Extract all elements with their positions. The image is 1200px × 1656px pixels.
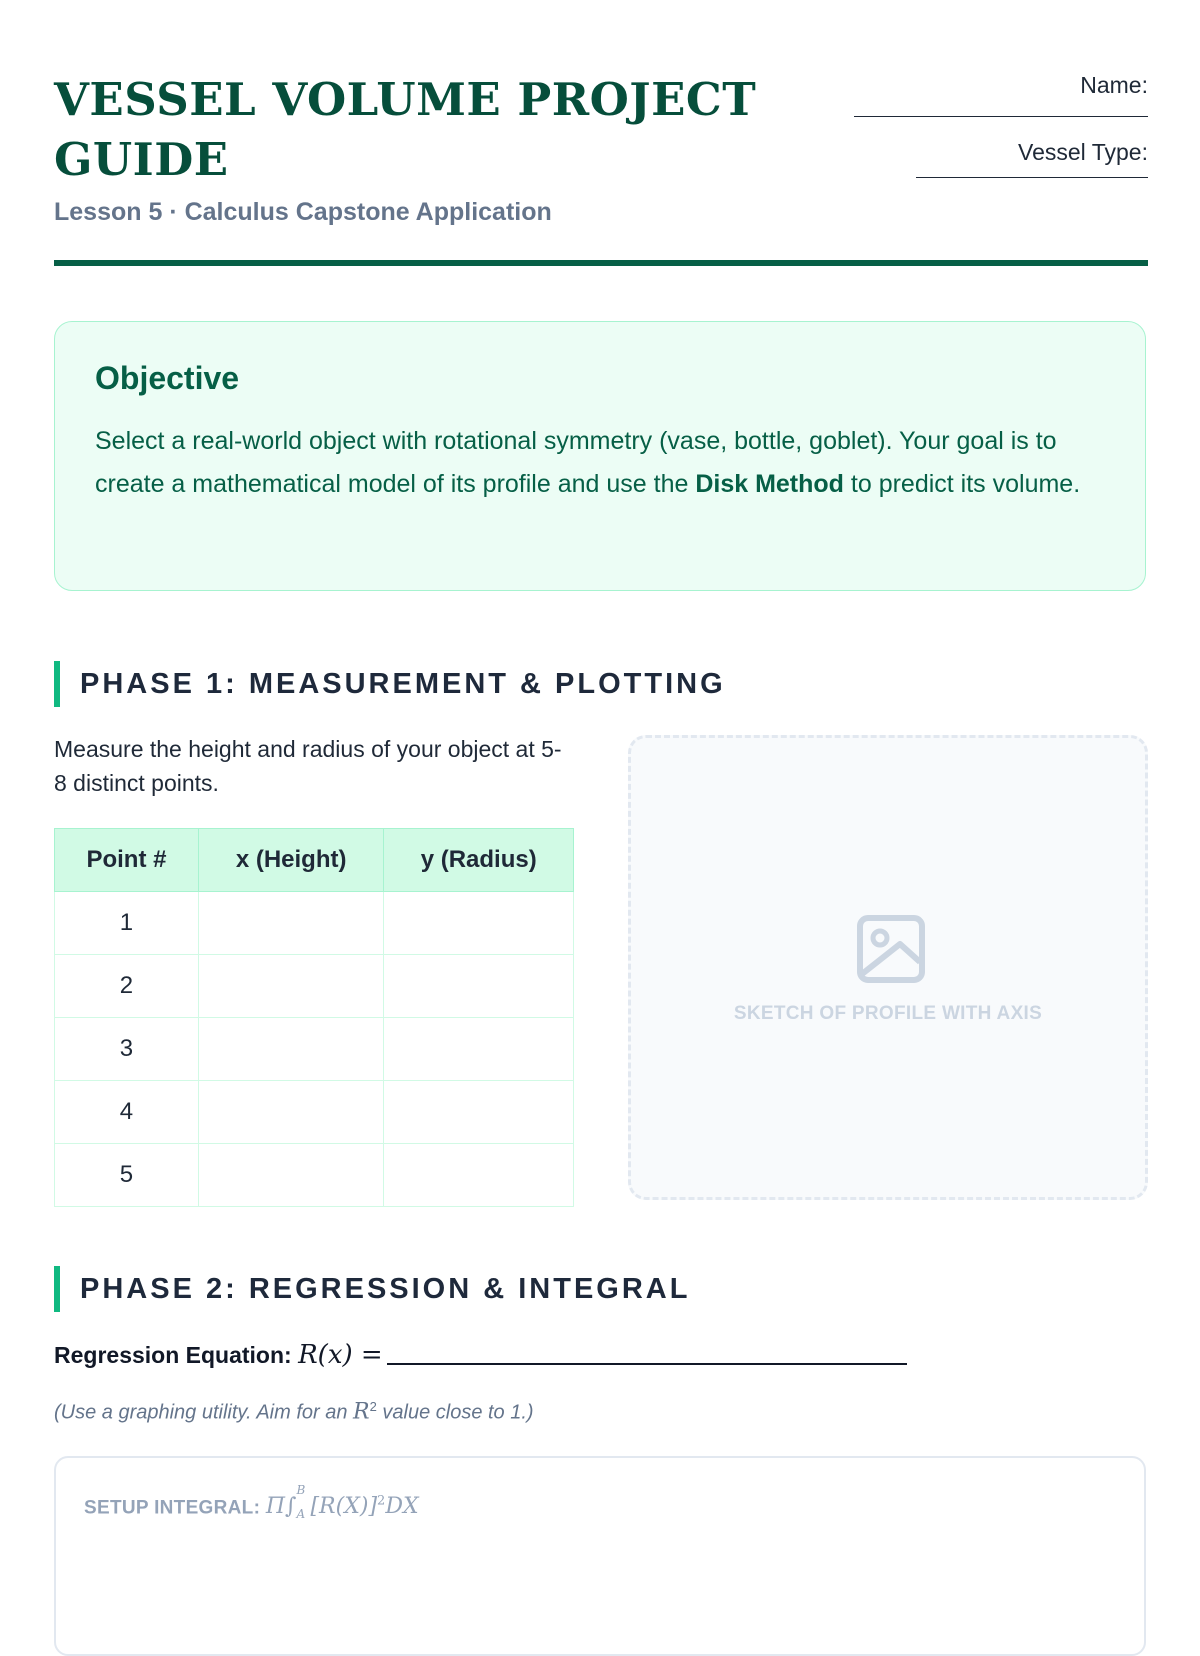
table-row [55,1081,574,1144]
radius-cell[interactable] [384,955,574,1018]
sketch-area[interactable] [628,735,1148,1200]
vessel-type-field[interactable] [916,167,1148,178]
height-cell[interactable] [198,955,384,1018]
radius-cell[interactable] [384,1081,574,1144]
height-cell[interactable] [198,1018,384,1081]
differential: DX [385,1494,419,1520]
student-info [828,70,1148,178]
image-icon [856,914,926,984]
phase1-heading: PHASE 1: MEASUREMENT & PLOTTING [54,661,1148,707]
vessel-type-label: Vessel Type: [1018,139,1148,165]
integral-pi: Π [265,1494,285,1520]
integral-formula [265,1483,419,1522]
point-number: 4 [55,1081,199,1144]
point-number: 2 [55,955,199,1018]
name-label: Name: [1080,72,1148,98]
integral-setup [84,1483,419,1522]
page-subtitle: Lesson 5 · Calculus Capstone Application [54,198,552,226]
height-cell[interactable] [198,892,384,955]
height-cell[interactable] [198,1144,384,1207]
point-number: 5 [55,1144,199,1207]
integrand: [R(X)] [310,1494,378,1520]
regression-label: Regression Equation: [54,1342,292,1368]
upper-limit: B [296,1483,306,1498]
point-number: 1 [55,892,199,955]
regression-answer-line[interactable] [387,1359,907,1365]
regression-math: R(x) = [298,1340,383,1370]
page-title: VESSEL VOLUME PROJECT GUIDE [54,73,757,186]
table-row [55,1144,574,1207]
objective-title: Objective [95,360,240,396]
radius-cell[interactable] [384,892,574,955]
integral-sign: ∫ [285,1494,297,1520]
header [54,70,1148,268]
height-cell[interactable] [198,1081,384,1144]
table-row [55,1018,574,1081]
radius-cell[interactable] [384,1144,574,1207]
hint-text-end: value close to 1.) [376,1401,534,1424]
table-header-row [55,829,574,892]
integral-limits [296,1483,310,1522]
hint-variable: R [353,1399,370,1425]
objective-box [54,321,1146,591]
regression-equation [54,1340,907,1370]
objective-text-start: Select a real-world object with rotational symmetry (vase, bottle, goblet). Your goal is to create a mathematical model of its profile and use the [95,427,1057,498]
name-field[interactable] [854,100,1148,117]
setup-label: SETUP INTEGRAL: [84,1497,261,1519]
column-header: y (Radius) [384,829,574,892]
phase1-instructions: Measure the height and radius of your object at 5-8 distinct points. [54,736,562,796]
phase2-heading: PHASE 2: REGRESSION & INTEGRAL [54,1266,1148,1312]
column-header: x (Height) [198,829,384,892]
integrand-exponent: 2 [377,1494,386,1509]
measurement-table [54,828,574,1207]
header-divider [54,260,1148,266]
point-number: 3 [55,1018,199,1081]
objective-text [95,420,1105,506]
column-header: Point # [55,829,199,892]
table-row [55,955,574,1018]
hint-exponent: 2 [369,1399,377,1414]
sketch-label: SKETCH OF PROFILE WITH AXIS [733,1003,1043,1024]
objective-keyword: Disk Method [695,470,844,498]
radius-cell[interactable] [384,1018,574,1081]
regression-hint [54,1399,534,1425]
lower-limit: A [296,1507,306,1522]
hint-text-start: (Use a graphing utility. Aim for an [54,1401,354,1424]
integral-setup-box[interactable] [54,1456,1146,1656]
objective-text-end: to predict its volume. [843,470,1081,498]
table-row [55,892,574,955]
